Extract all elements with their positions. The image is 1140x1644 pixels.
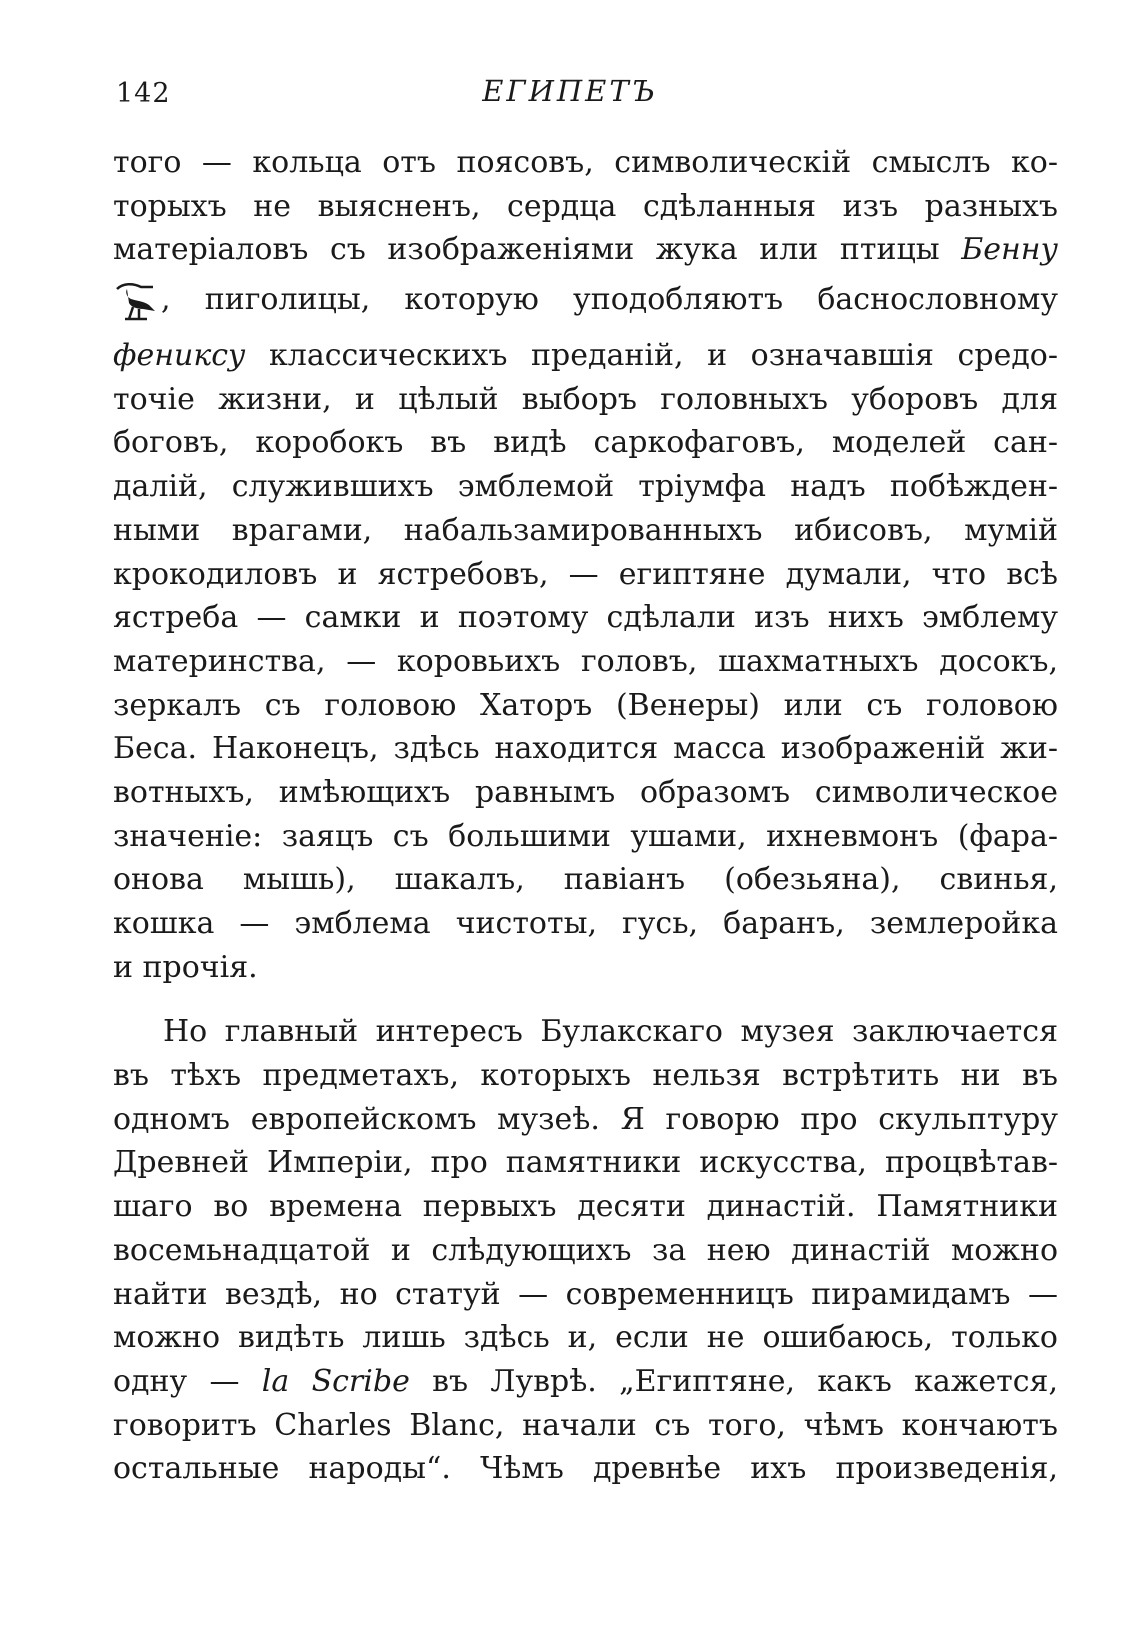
text-line [113, 334, 1058, 378]
page-number: 142 [116, 78, 171, 109]
text-line: ястреба — самки и поэтому сдѣлали изъ нихъ эмблему [113, 600, 1058, 636]
text-line: Беса. Наконецъ, здѣсь находится масса изображеній жи- [113, 731, 1058, 767]
text-line: можно видѣть лишь здѣсь и, если не ошибаюсь, только [113, 1320, 1058, 1356]
text-line: далій, служившихъ эмблемой тріумфа надъ побѣжден- [113, 469, 1058, 505]
text-line: вотныхъ, имѣющихъ равнымъ образомъ символическое [113, 774, 1058, 810]
text-line: материнства, — коровьихъ головъ, шахматныхъ досокъ, [113, 643, 1058, 679]
italic-term-bennu: Бенну [961, 232, 1058, 268]
text-line [113, 228, 1058, 272]
italic-term-phoenix: фениксу [113, 338, 246, 374]
running-head: ЕГИПЕТЪ [482, 74, 658, 108]
italic-term-la-scribe: la Scribe [261, 1363, 410, 1399]
text-line: одномъ европейскомъ музеѣ. Я говорю про скульптуру [113, 1101, 1058, 1137]
text-line: кошка — эмблема чистоты, гусь, баранъ, землеройка [113, 906, 1058, 941]
text-line: шаго во времена первыхъ десяти династій. Памятники [113, 1189, 1058, 1225]
text-line: Но главный интересъ Булакскаго музея заключается [163, 1014, 1058, 1050]
text-span: , пиголицы, которую уподобляютъ баснословному [161, 282, 1058, 318]
text-line: говоритъ Charles Blanc, начали съ того, чѣмъ кончаютъ [113, 1407, 1058, 1443]
text-span: классическихъ преданій, и означавшія средо- [269, 338, 1058, 374]
text-line: онова мышь), шакалъ, павіанъ (обезьяна), свинья, [113, 862, 1058, 898]
bennu-bird-icon [113, 279, 161, 323]
text-line: восемьнадцатой и слѣдующихъ за нею династій можно [113, 1232, 1058, 1268]
text-line: найти вездѣ, но статуй — современницъ пирамидамъ — [113, 1276, 1058, 1312]
text-line: зеркалъ съ головою Хаторъ (Венеры) или съ головою [113, 687, 1058, 723]
text-line: значеніе: заяцъ съ большими ушами, ихневмонъ (фара- [113, 818, 1058, 854]
text-line: точіе жизни, и цѣлый выборъ головныхъ уборовъ для [113, 381, 1058, 417]
text-line: того — кольца отъ поясовъ, символическій смыслъ ко- [113, 145, 1058, 180]
text-line: въ тѣхъ предметахъ, которыхъ нельзя встрѣтить ни въ [113, 1058, 1058, 1094]
text-span: одну — [113, 1363, 240, 1399]
text-span: въ Луврѣ. „Египтяне, какъ кажется, [432, 1363, 1058, 1399]
text-line: торыхъ не выясненъ, сердца сдѣланныя изъ разныхъ [113, 188, 1058, 224]
text-line [113, 272, 1058, 328]
text-line [113, 1360, 1058, 1404]
text-line: Древней Имперіи, про памятники искусства, процвѣтав- [113, 1145, 1058, 1181]
text-span: матеріаловъ съ изображеніями жука или птицы [113, 232, 940, 268]
text-line: боговъ, коробокъ въ видѣ саркофаговъ, моделей сан- [113, 425, 1058, 461]
text-line: остальные народы“. Чѣмъ древнѣе ихъ произведенія, [113, 1451, 1058, 1487]
text-line: крокодиловъ и ястребовъ, — египтяне думали, что всѣ [113, 556, 1058, 592]
text-line: и прочія. [113, 949, 258, 985]
page-body [113, 141, 1058, 1491]
text-line: ными врагами, набальзамированныхъ ибисовъ, мумій [113, 512, 1058, 548]
